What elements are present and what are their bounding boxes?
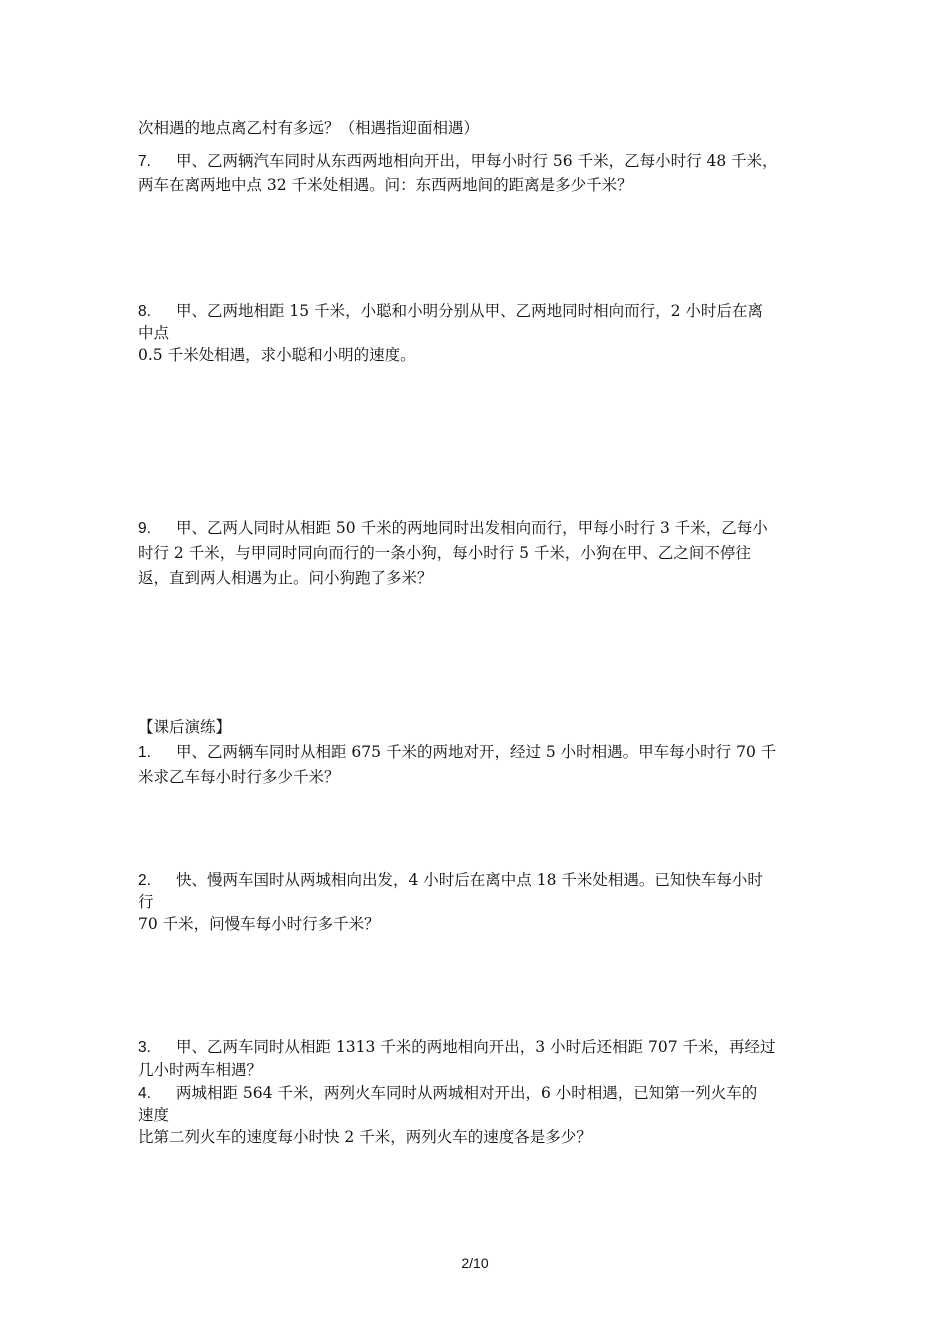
practice-3-line-1 [138, 1036, 776, 1059]
question-number: 9. [138, 520, 151, 537]
question-text: 甲、乙两辆汽车同时从东西两地相向开出，甲每小时行 56 千米，乙每小时行 48 千米， [176, 152, 778, 170]
practice-2-line-2: 行 [138, 893, 154, 911]
question-8-line-1 [138, 300, 763, 323]
practice-2-line-3: 70 千米，问慢车每小时行多千米？ [138, 915, 380, 933]
page-number: 2/10 [461, 1255, 489, 1271]
question-7-line-2: 两车在离两地中点 32 千米处相遇。问：东西两地间的距离是多少千米？ [138, 176, 633, 194]
question-8-line-3: 0.5 千米处相遇，求小聪和小明的速度。 [138, 346, 416, 364]
question-number: 3. [138, 1039, 151, 1056]
continuation-line: 次相遇的地点离乙村有多远？（相遇指迎面相遇） [138, 119, 480, 137]
practice-1-line-1 [138, 741, 776, 764]
section-title: 【课后演练】 [138, 718, 232, 736]
question-number: 8. [138, 303, 151, 320]
question-text: 甲、乙两人同时从相距 50 千米的两地同时出发相向而行，甲每小时行 3 千米，乙每小 [176, 519, 768, 537]
question-number: 4. [138, 1085, 151, 1102]
practice-4-line-3: 比第二列火车的速度每小时快 2 千米，两列火车的速度各是多少？ [138, 1128, 592, 1146]
question-8-line-2: 中点 [138, 324, 170, 342]
question-text: 快、慢两车国时从两城相向出发，4 小时后在离中点 18 千米处相遇。已知快车每小时 [176, 871, 763, 889]
question-text: 甲、乙两地相距 15 千米，小聪和小明分别从甲、乙两地同时相向而行，2 小时后在离 [176, 302, 763, 320]
question-9-line-3: 返，直到两人相遇为止。问小狗跑了多米？ [138, 569, 433, 587]
question-text: 甲、乙两车同时从相距 1313 千米的两地相向开出，3 小时后还相距 707 千米，再经过 [176, 1038, 776, 1056]
practice-3-line-2: 几小时两车相遇？ [138, 1061, 263, 1079]
question-7-line-1 [138, 150, 778, 173]
practice-4-line-1 [138, 1082, 757, 1105]
question-number: 1. [138, 744, 151, 761]
practice-2-line-1 [138, 869, 763, 892]
practice-4-line-2: 速度 [138, 1106, 170, 1124]
question-number: 7. [138, 153, 151, 170]
practice-1-line-2: 米求乙车每小时行多少千米？ [138, 768, 340, 786]
question-text: 甲、乙两辆车同时从相距 675 千米的两地对开，经过 5 小时相遇。甲车每小时行 70 千 [176, 743, 777, 761]
question-number: 2. [138, 872, 151, 889]
question-9-line-1 [138, 517, 768, 540]
question-9-line-2: 时行 2 千米，与甲同时同向而行的一条小狗，每小时行 5 千米，小狗在甲、乙之间不停往 [138, 544, 751, 562]
question-text: 两城相距 564 千米，两列火车同时从两城相对开出，6 小时相遇，已知第一列火车的 [176, 1084, 758, 1102]
